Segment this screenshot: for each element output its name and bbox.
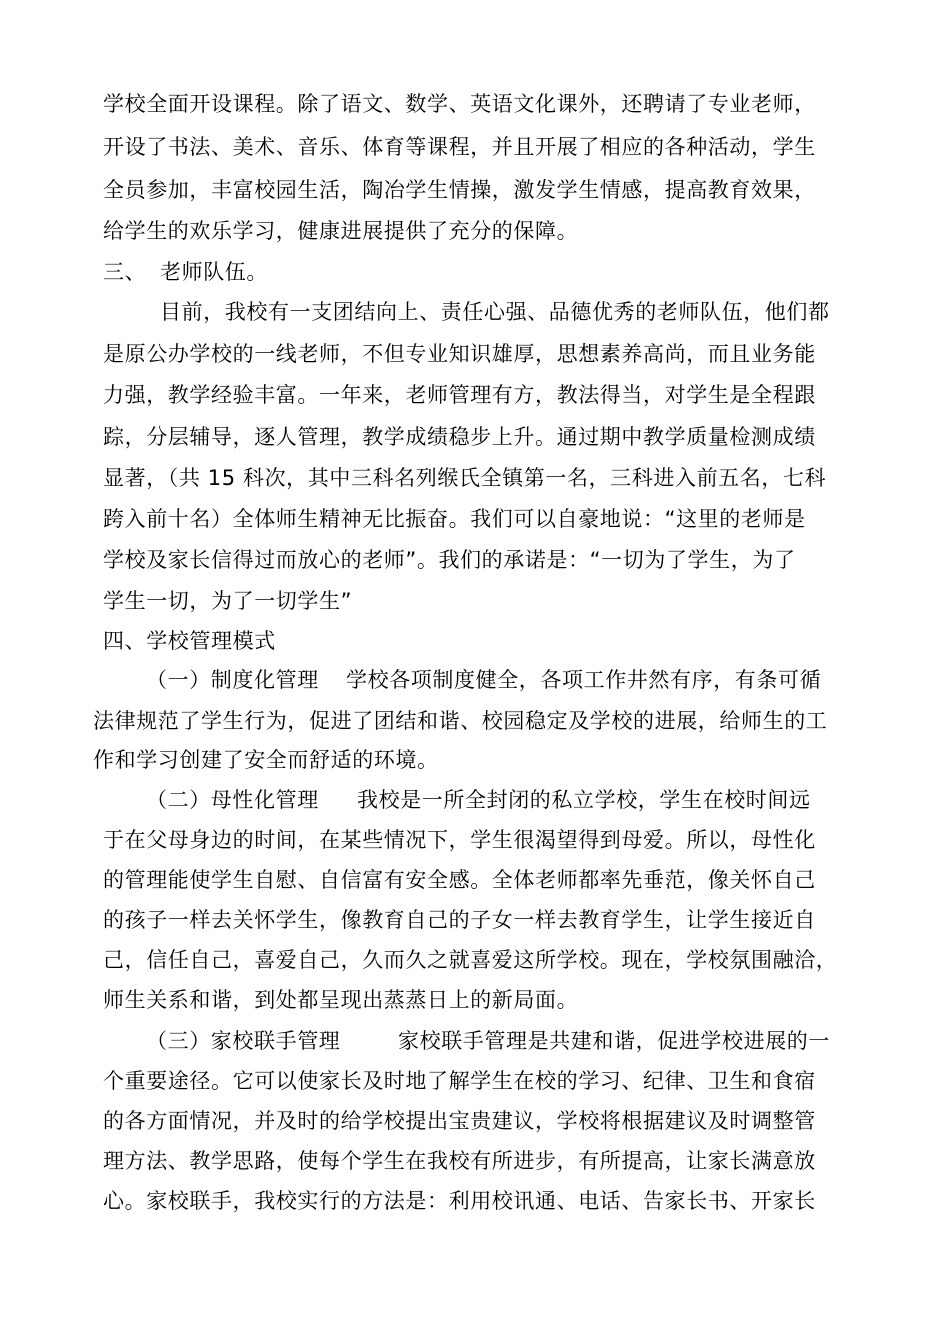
text-line: 法律规范了学生行为，促进了团结和谐、校园稳定及学校的进展，给师生的工 [93, 709, 828, 733]
text-line: 己，信任自己，喜爱自己，久而久之就喜爱这所学校。现在，学校氛围融洽， [103, 948, 838, 972]
subsection-heading: （二）母性化管理 [146, 788, 319, 812]
text-line: 开设了书法、美术、音乐、体育等课程，并且开展了相应的各种活动，学生 [103, 135, 816, 159]
text-line: 学生一切，为了一切学生” [103, 589, 353, 613]
text-line: 学校及家长信得过而放心的老师”。我们的承诺是：“一切为了学生，为了 [103, 548, 796, 572]
text-line: 跨入前十名）全体师生精神无比振奋。我们可以自豪地说：“这里的老师是 [103, 507, 806, 531]
subsection-heading: （三）家校联手管理 [146, 1029, 341, 1053]
text-line: 全员参加，丰富校园生活，陶冶学生情操，激发学生情感，提高教育效果， [103, 178, 816, 202]
text-line: 的各方面情况，并及时的给学校提出宝贵建议，学校将根据建议及时调整管 [103, 1109, 816, 1133]
text-line: 我校是一所全封闭的私立学校，学生在校时间远 [357, 788, 811, 812]
section-heading: 老师队伍。 [160, 260, 268, 284]
text-line: 理方法、教学思路，使每个学生在我校有所进步，有所提高，让家长满意放 [103, 1149, 816, 1173]
text-line: 目前，我校有一支团结向上、责任心强、品德优秀的老师队伍，他们都 [160, 300, 830, 324]
text-line: 学校全面开设课程。除了语文、数学、英语文化课外，还聘请了专业老师， [103, 92, 816, 116]
text-line: 显著，（共 15 科次，其中三科名列缑氏全镇第一名，三科进入前五名，七科 [103, 466, 827, 490]
text-line: 作和学习创建了安全而舒适的环境。 [93, 748, 439, 772]
text-line: 师生关系和谐，到处都呈现出蒸蒸日上的新局面。 [103, 988, 579, 1012]
text-line: 心。家校联手，我校实行的方法是：利用校讯通、电话、告家长书、开家长 [103, 1189, 816, 1213]
text-line: 力强，教学经验丰富。一年来，老师管理有方，教法得当，对学生是全程跟 [103, 383, 816, 407]
text-line: 于在父母身边的时间，在某些情况下，学生很渴望得到母爱。所以，母性化 [103, 828, 816, 852]
subsection-heading: （一）制度化管理 [146, 668, 319, 692]
section-number: 三、 [103, 260, 147, 284]
text-line: 学校各项制度健全，各项工作井然有序，有条可循 [346, 668, 822, 692]
text-line: 家校联手管理是共建和谐，促进学校进展的一 [398, 1029, 830, 1053]
text-line: 个重要途径。它可以使家长及时地了解学生在校的学习、纪律、卫生和食宿 [103, 1069, 816, 1093]
text-line: 的孩子一样去关怀学生，像教育自己的子女一样去教育学生，让学生接近自 [103, 908, 816, 932]
section-heading: 四、学校管理模式 [103, 629, 276, 653]
text-line: 是原公办学校的一线老师，不但专业知识雄厚，思想素养高尚，而且业务能 [103, 342, 816, 366]
text-line: 给学生的欢乐学习，健康进展提供了充分的保障。 [103, 219, 579, 243]
text-line: 的管理能使学生自慰、自信富有安全感。全体老师都率先垂范，像关怀自己 [103, 868, 816, 892]
text-line: 踪，分层辅导，逐人管理，教学成绩稳步上升。通过期中教学质量检测成绩 [103, 425, 816, 449]
